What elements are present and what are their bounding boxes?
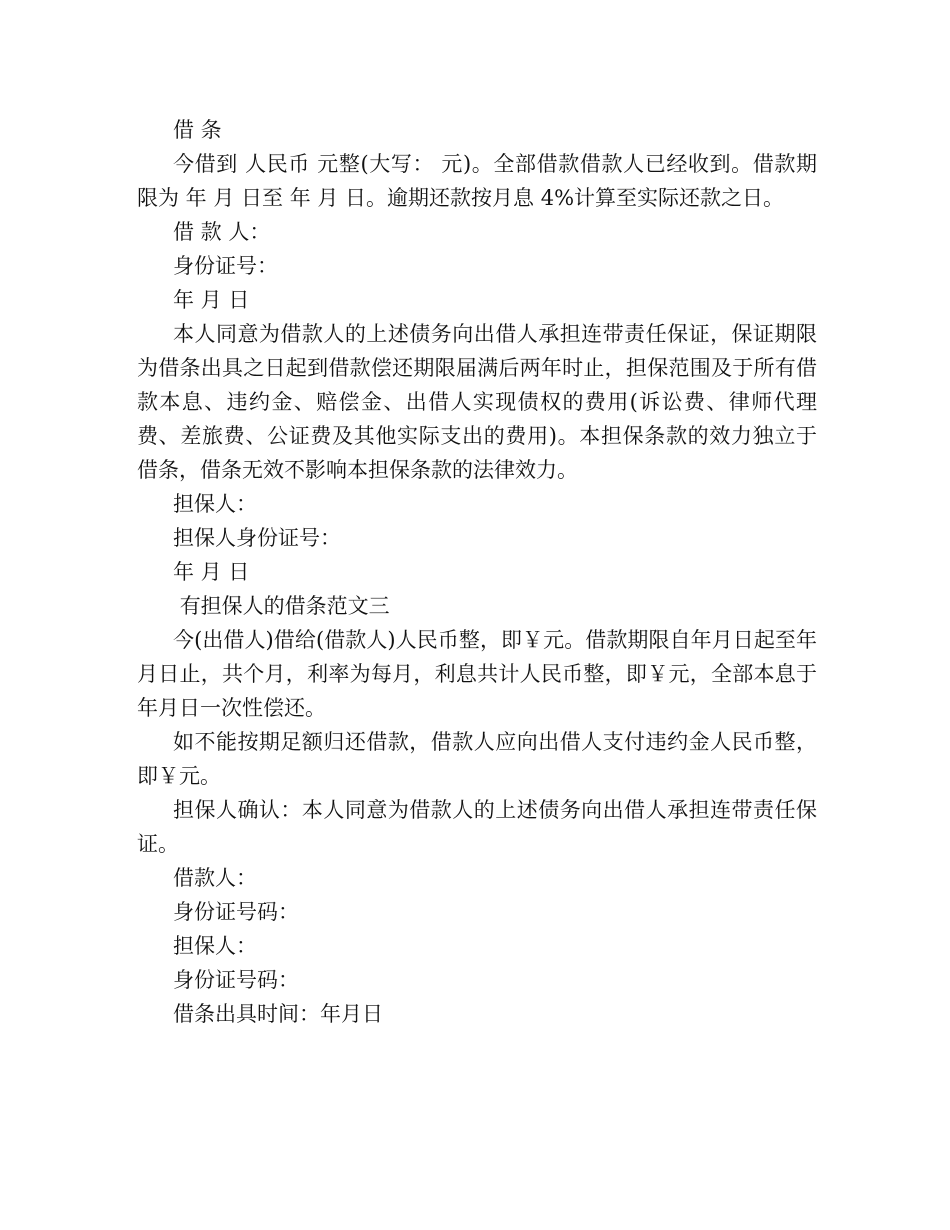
loan-terms-paragraph: 今借到 人民币 元整(大写： 元)。全部借款借款人已经收到。借款期限为 年 月 日至 年 月 日。逾期还款按月息 4%计算至实际还款之日。 <box>137 152 817 210</box>
loan-amount-paragraph: 今(出借人)借给(借款人)人民币整，即￥元。借款期限自年月日起至年月日止，共个月，利率为每月，利息共计人民币整，即￥元，全部本息于年月日一次性偿还。 <box>137 628 817 720</box>
signature-borrower-id-label: 身份证号码： <box>173 900 299 924</box>
title-jietiao: 借 条 <box>173 118 222 142</box>
signature-guarantor-label: 担保人： <box>173 934 257 958</box>
guarantor-id-label: 担保人身份证号： <box>173 526 341 550</box>
signature-borrower-label: 借款人： <box>173 866 257 890</box>
guarantor-date-label: 年 月 日 <box>173 560 250 584</box>
penalty-paragraph: 如不能按期足额归还借款，借款人应向出借人支付违约金人民币整，即￥元。 <box>137 730 817 788</box>
borrower-id-label: 身份证号： <box>173 254 278 278</box>
guarantee-clause-paragraph: 本人同意为借款人的上述债务向出借人承担连带责任保证，保证期限为借条出具之日起到借款偿还期限届满后两年时止，担保范围及于所有借款本息、违约金、赔偿金、出借人实现债权的费用(诉讼费、律师代理费、差旅费、公证费及其他实际支出的费用)。本担保条款的效力独立于借条，借条无效不影响本担保条款的法律效力。 <box>137 322 817 482</box>
borrower-date-label: 年 月 日 <box>173 288 250 312</box>
issue-date-label: 借条出具时间：年月日 <box>173 1002 383 1026</box>
signature-guarantor-id-label: 身份证号码： <box>173 968 299 992</box>
section-heading-sample-three: 有担保人的借条范文三 <box>173 594 390 618</box>
document-page <box>137 113 817 1031</box>
guarantor-confirmation-paragraph: 担保人确认：本人同意为借款人的上述债务向出借人承担连带责任保证。 <box>137 798 817 856</box>
borrower-label: 借 款 人： <box>173 220 271 244</box>
guarantor-label: 担保人： <box>173 492 257 516</box>
